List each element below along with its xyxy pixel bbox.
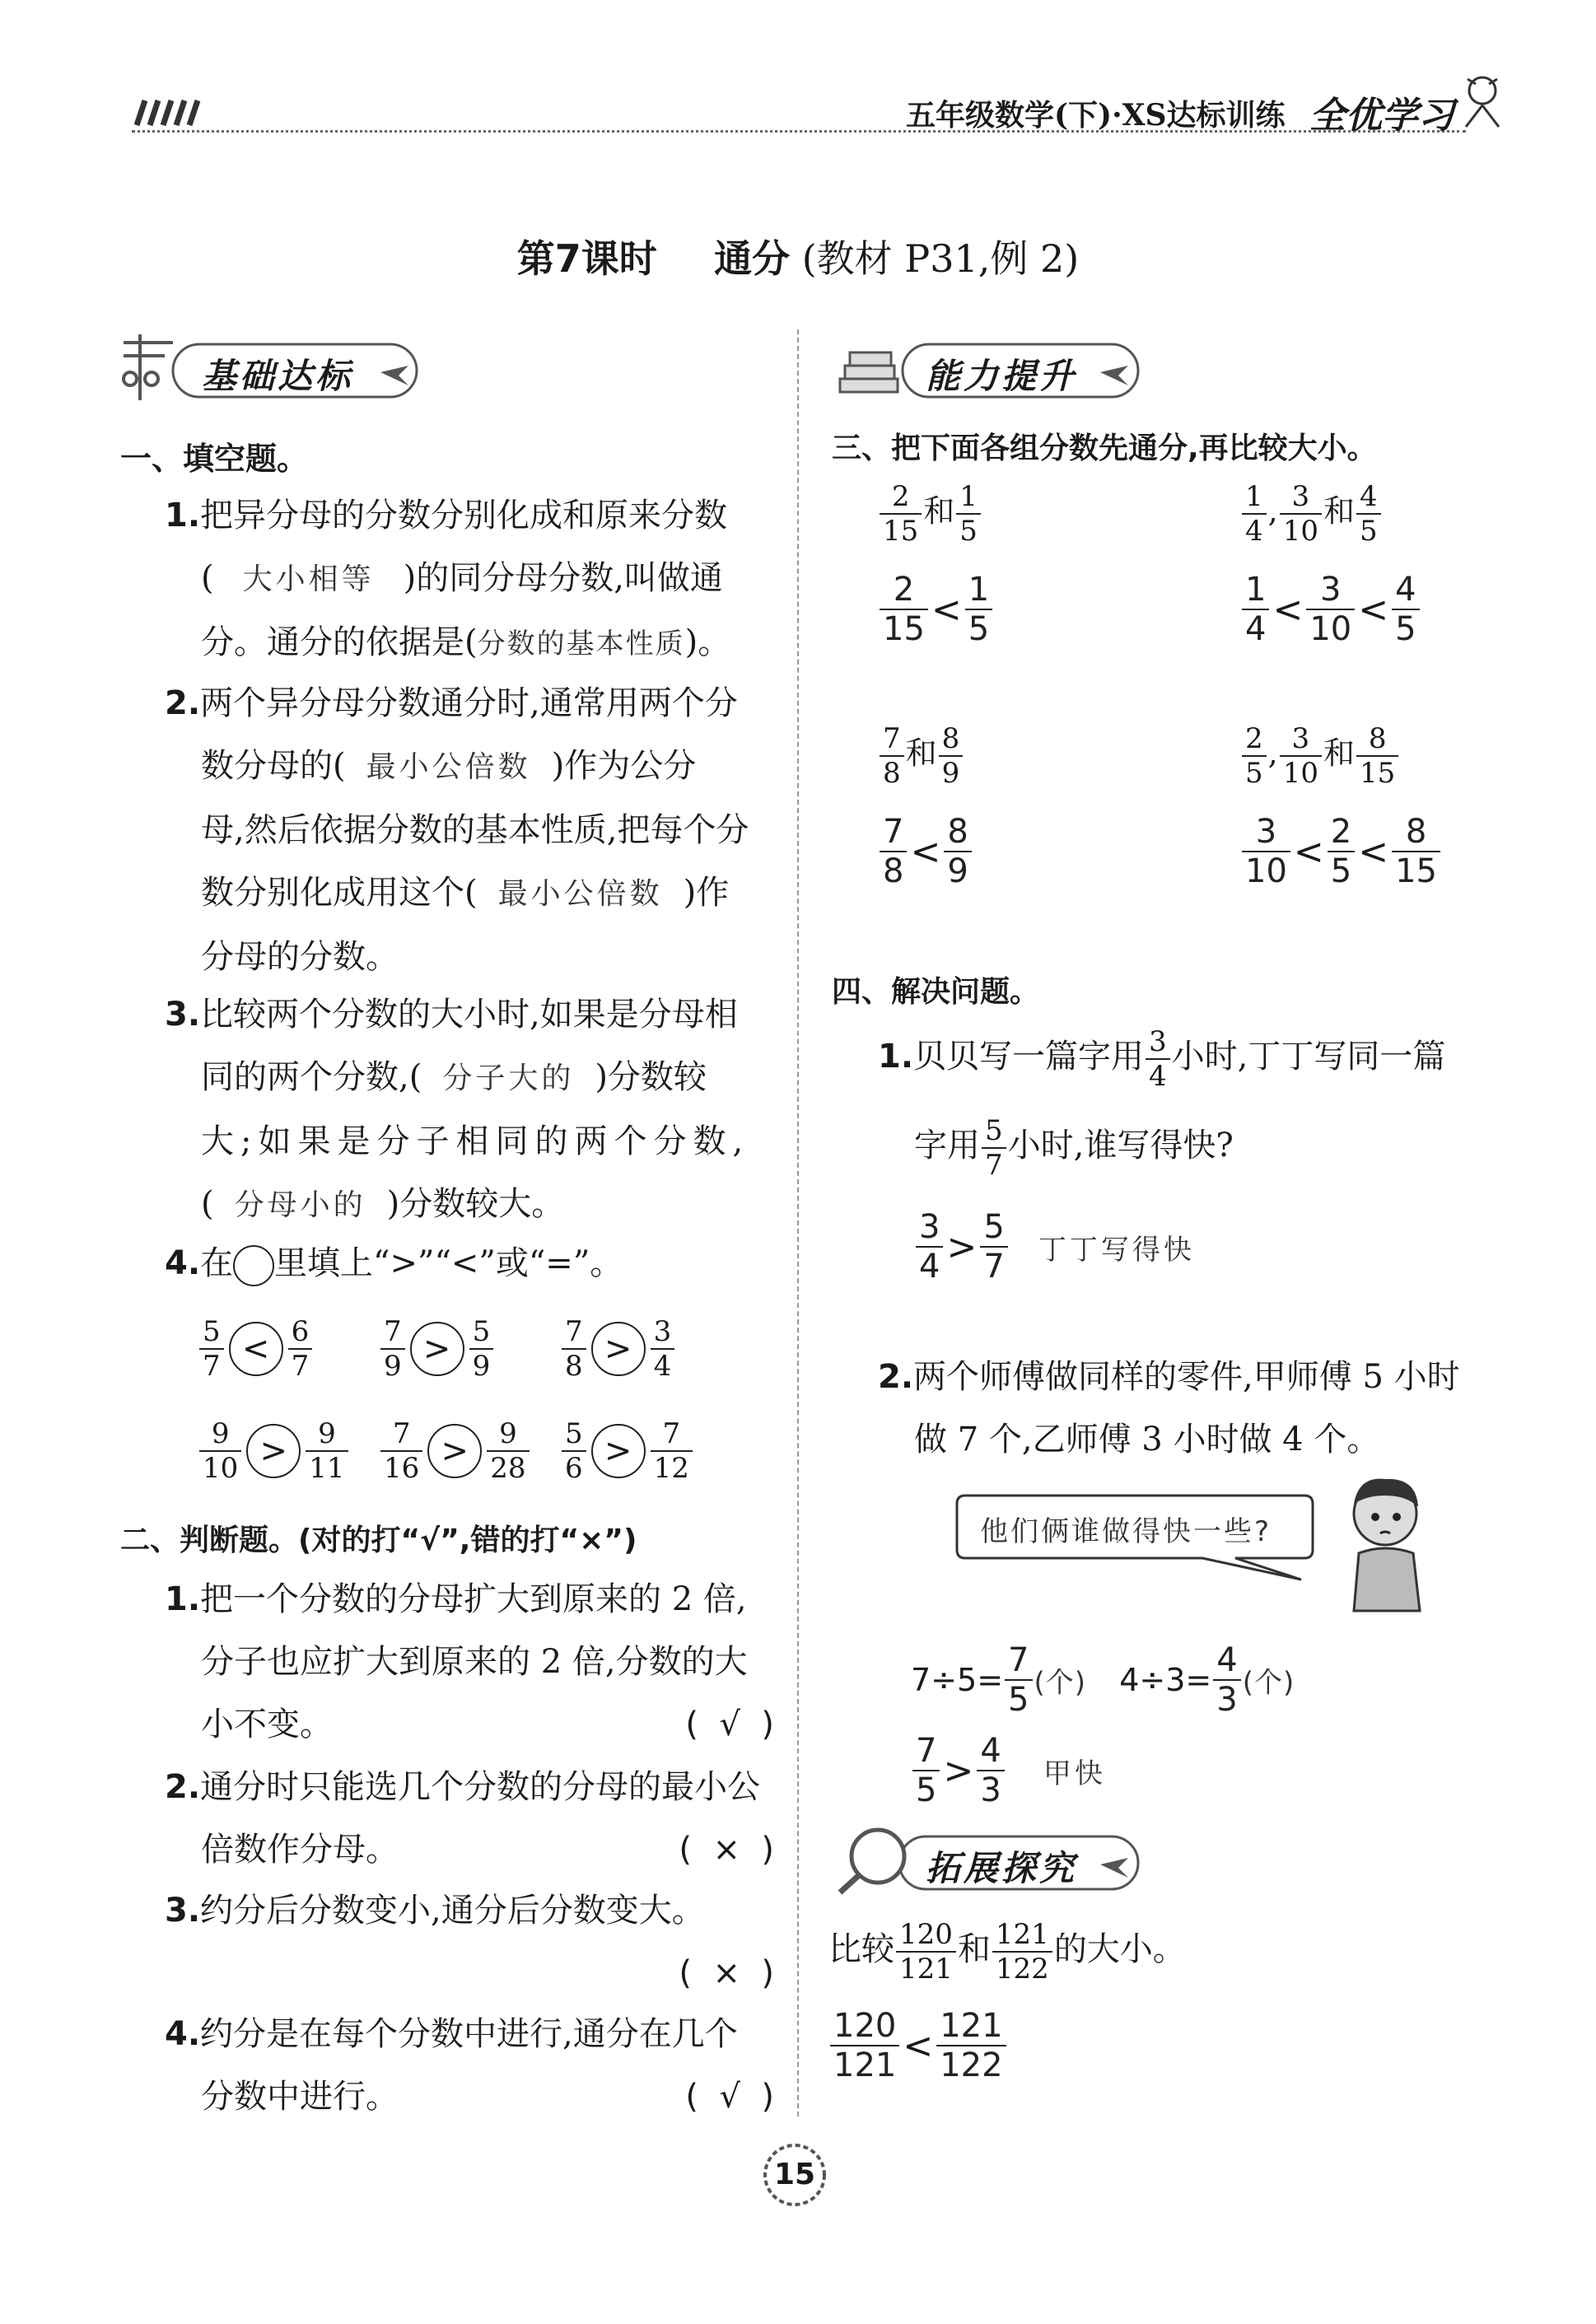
- lesson-number: 第7课时: [516, 236, 657, 281]
- lesson-topic: 通分: [714, 236, 791, 281]
- compare-group-3-answer[interactable]: $\frac{7}{8}$ < $\frac{8}{9}$: [878, 815, 973, 888]
- judge-answer[interactable]: ( × ): [679, 1954, 774, 1992]
- mascot-icon: [1458, 72, 1507, 133]
- answer-blank[interactable]: 分子大的: [442, 1062, 575, 1095]
- badge-explore: [828, 1818, 1141, 1897]
- compare-circle[interactable]: >: [410, 1322, 464, 1376]
- compare-circle[interactable]: >: [591, 1424, 646, 1478]
- compare-item: $\frac{7}{9}$ > $\frac{5}{9}$: [379, 1318, 495, 1380]
- fill-question-4: 4.在 里填上“>”“<”或“=”。: [165, 1232, 791, 1295]
- section1-heading: 一、填空题。: [120, 441, 309, 477]
- badge-ability: [828, 326, 1141, 405]
- badge-explore-label: 拓展探究: [926, 1848, 1078, 1888]
- judge-item-4: 4.约分是在每个分数中进行,通分在几个 分数中进行。 ( √ ): [165, 2003, 774, 2128]
- problem-2-answer[interactable]: $\frac{7}{5}$ > $\frac{4}{3}$ 甲快: [911, 1734, 1106, 1807]
- problem-1: 1.贝贝写一篇字用 $\frac{3}{4}$ 小时,丁丁写同一篇: [878, 1025, 1446, 1093]
- compare-group-2: $\frac{1}{4}$ , $\frac{3}{10}$ 和 $\frac{4}{5}$: [1240, 483, 1383, 545]
- compare-item: $\frac{7}{16}$ > $\frac{9}{28}$: [379, 1420, 531, 1482]
- compare-item: $\frac{5}{7}$ < $\frac{6}{7}$: [198, 1318, 314, 1380]
- compare-item: $\frac{7}{8}$ > $\frac{3}{4}$: [560, 1318, 676, 1380]
- answer-blank[interactable]: 分母小的: [234, 1188, 366, 1222]
- series-info: 五年级数学(下)·XS达标训练: [906, 98, 1286, 133]
- judge-answer[interactable]: ( √ ): [685, 2078, 774, 2116]
- page-number-badge: [761, 2141, 828, 2209]
- explore-answer[interactable]: $\frac{120}{121}$ < $\frac{121}{122}$: [828, 2009, 1008, 2082]
- q-number: 1.: [165, 497, 201, 534]
- answer-blank[interactable]: 分数的基本性质: [477, 628, 685, 660]
- problem-1-answer[interactable]: $\frac{3}{4}$ > $\frac{5}{7}$ 丁丁写得快: [914, 1211, 1195, 1283]
- badge-basic: [115, 326, 420, 405]
- section2-heading: 二、判断题。(对的打“√”,错的打“×”): [120, 1524, 637, 1557]
- explore-question: 比较 $\frac{120}{121}$ 和 $\frac{121}{122}$ 的大小。: [828, 1918, 1186, 1986]
- speech-bubble: [955, 1492, 1314, 1563]
- compare-circle[interactable]: >: [246, 1424, 301, 1478]
- brand-logo: 全优学习: [1309, 95, 1454, 137]
- judge-answer[interactable]: ( × ): [679, 1831, 774, 1869]
- judge-answer[interactable]: ( √ ): [685, 1706, 774, 1743]
- compare-item: $\frac{5}{6}$ > $\frac{7}{12}$: [560, 1420, 694, 1482]
- badge-ability-label: 能力提升: [926, 356, 1078, 396]
- page-title: [0, 229, 1596, 283]
- compare-group-2-answer[interactable]: $\frac{1}{4}$ < $\frac{3}{10}$ < $\frac{4}{5}$: [1240, 573, 1421, 646]
- judge-item-3: 3.约分后分数变小,通分后分数变大。 ( × ): [165, 1879, 774, 2004]
- bubble-text: 他们俩谁做得快一些?: [980, 1515, 1272, 1548]
- compare-group-1-answer[interactable]: $\frac{2}{15}$ < $\frac{1}{5}$: [878, 573, 994, 646]
- answer-blank[interactable]: 最小公倍数: [366, 750, 531, 784]
- compare-group-3: $\frac{7}{8}$ 和 $\frac{8}{9}$: [878, 725, 964, 787]
- compare-circle[interactable]: >: [427, 1424, 482, 1478]
- page-number: 15: [773, 2158, 816, 2191]
- column-divider: [797, 329, 799, 2116]
- fill-question-1: 1.把异分母的分数分别化成和原来分数 ( 大小相等 )的同分母分数,叫做通 分。通分的依据是(分数的基本性质)。: [165, 497, 731, 661]
- textbook-reference: (教材 P31,例 2): [801, 236, 1080, 281]
- judge-item-2: 2.通分时只能选几个分数的分母的最小公 倍数作分母。 ( × ): [165, 1756, 774, 1881]
- fill-question-2: 2.两个异分母分数通分时,通常用两个分 数分母的( 最小公倍数 )作为公分 母,然后依据分数的基本性质,把每个分 数分别化成用这个( 最小公倍数 )作 分母的分数。: [165, 684, 749, 976]
- section3-heading: 三、把下面各组分数先通分,再比较大小。: [832, 432, 1377, 465]
- problem-1-line2: 字用 $\frac{5}{7}$ 小时,谁写得快?: [914, 1114, 1234, 1182]
- problem-2: 2.两个师傅做同样的零件,甲师傅 5 小时 做 7 个,乙师傅 3 小时做 4 个。: [878, 1358, 1460, 1458]
- answer-blank[interactable]: 最小公倍数: [497, 877, 663, 911]
- badge-basic-label: 基础达标: [202, 356, 354, 396]
- empty-circle-icon: [233, 1245, 274, 1286]
- header-stripes: [132, 97, 206, 127]
- compare-circle[interactable]: >: [591, 1322, 646, 1376]
- compare-circle[interactable]: <: [229, 1322, 283, 1376]
- section4-heading: 四、解决问题。: [832, 975, 1040, 1009]
- girl-illustration: [1334, 1471, 1441, 1622]
- compare-group-4-answer[interactable]: $\frac{3}{10}$ < $\frac{2}{5}$ < $\frac{8}{15}$: [1240, 815, 1442, 888]
- compare-group-1: $\frac{2}{15}$ 和 $\frac{1}{5}$: [878, 483, 982, 545]
- fill-question-3: 3.比较两个分数的大小时,如果是分母相 同的两个分数,( 分子大的 )分数较 大;如果是分子相同的两个分数, ( 分母小的 )分数较大。: [165, 983, 774, 1237]
- calc-line[interactable]: 7÷5= $\frac{7}{5}$ (个) 4÷3= $\frac{4}{3}$ (个): [911, 1641, 1295, 1719]
- compare-group-4: $\frac{2}{5}$ , $\frac{3}{10}$ 和 $\frac{8}{15}$: [1240, 725, 1400, 787]
- compare-item: $\frac{9}{10}$ > $\frac{9}{11}$: [198, 1420, 350, 1482]
- answer-blank[interactable]: 大小相等: [242, 562, 375, 596]
- judge-item-1: 1.把一个分数的分母扩大到原来的 2 倍, 分子也应扩大到原来的 2 倍,分数的大 小不变。 ( √ ): [165, 1568, 774, 1756]
